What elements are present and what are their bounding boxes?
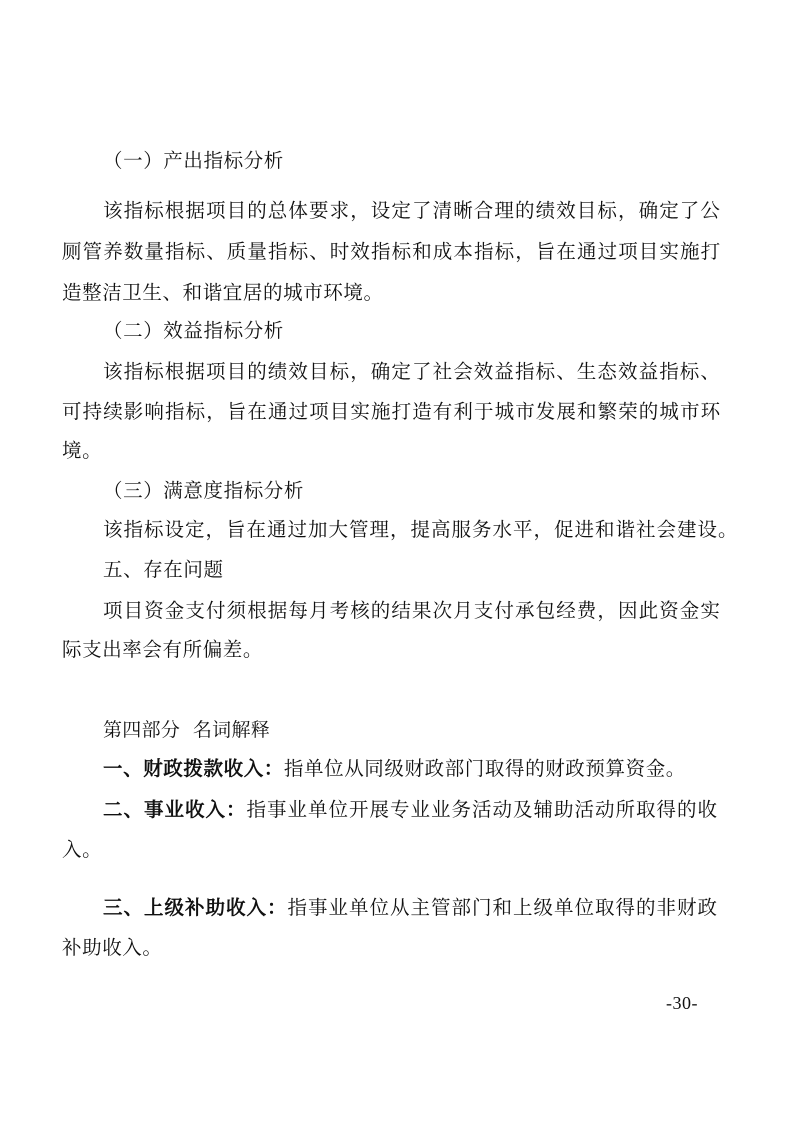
heading-benefit-indicators: （二）效益指标分析: [103, 319, 284, 342]
paragraph-line: 造整洁卫生、和谐宜居的城市环境。: [62, 281, 384, 304]
paragraph-line: 厕管养数量指标、质量指标、时效指标和成本指标，旨在通过项目实施打: [62, 240, 722, 263]
page-number: -30-: [666, 993, 698, 1013]
term-definition: 指单位从同级财政部门取得的财政预算资金。: [283, 757, 686, 780]
term-definition-continuation: 入。: [62, 838, 103, 861]
term-label: 一、财政拨款收入：: [103, 757, 284, 780]
paragraph-line: 该指标设定，旨在通过加大管理，提高服务水平，促进和谐社会建设。: [103, 518, 739, 541]
part-four-heading: 第四部分 名词解释: [103, 719, 271, 741]
term-label: 三、上级补助收入：: [103, 896, 288, 919]
heading-existing-problems: 五、存在问题: [103, 558, 224, 581]
paragraph-line: 该指标根据项目的绩效目标，确定了社会效益指标、生态效益指标、: [103, 360, 722, 383]
paragraph-line: 可持续影响指标，旨在通过项目实施打造有利于城市发展和繁荣的城市环: [62, 400, 722, 423]
term-definition-line: [103, 895, 718, 921]
heading-output-indicators: （一）产出指标分析: [103, 149, 284, 172]
term-definition-line: [103, 797, 718, 823]
paragraph-line: 项目资金支付须根据每月考核的结果次月支付承包经费，因此资金实: [103, 599, 722, 622]
heading-satisfaction-indicators: （三）满意度指标分析: [103, 479, 305, 502]
term-definition: 指事业单位从主管部门和上级单位取得的非财政: [287, 896, 719, 919]
paragraph-line: 际支出率会有所偏差。: [62, 638, 264, 661]
paragraph-line: 境。: [62, 439, 103, 462]
term-definition-continuation: 补助收入。: [62, 936, 163, 959]
paragraph-line: 该指标根据项目的总体要求，设定了清晰合理的绩效目标，确定了公: [103, 199, 722, 222]
term-definition-line: [103, 756, 686, 782]
term-label: 二、事业收入：: [103, 798, 247, 821]
term-definition: 指事业单位开展专业业务活动及辅助活动所取得的收: [246, 798, 719, 821]
